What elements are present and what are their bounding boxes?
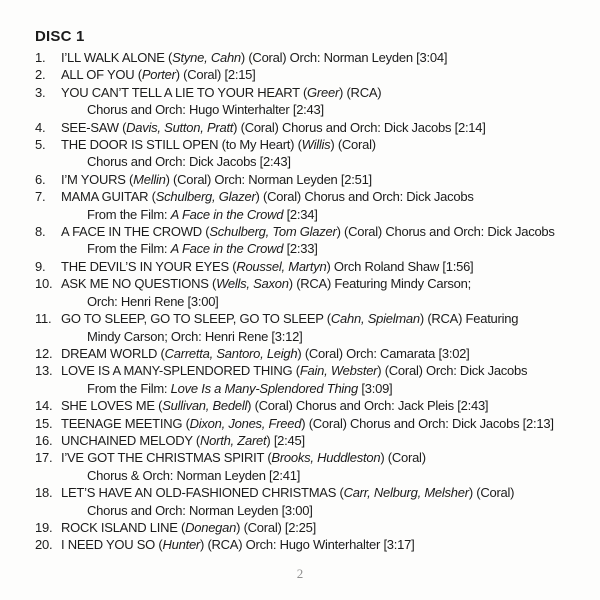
composer-credit: A Face in the Crowd [170, 241, 284, 257]
track-text: From the Film: [87, 380, 171, 396]
track-row [35, 415, 596, 432]
track-text: ) (Coral) [330, 137, 376, 153]
track-number: 5. [35, 137, 46, 153]
track-line [61, 240, 596, 257]
track-number: 3. [35, 84, 46, 100]
track-content [61, 223, 596, 258]
track-line [61, 502, 596, 519]
composer-credit: Roussel, Martyn [236, 258, 327, 274]
track-row [35, 345, 596, 362]
track-number: 2. [35, 67, 46, 83]
track-line [61, 380, 596, 397]
track-line [61, 275, 596, 292]
track-line [61, 223, 596, 240]
track-line [61, 519, 596, 536]
track-line [61, 258, 596, 275]
track-number: 1. [35, 50, 46, 65]
track-text: Chorus and Orch: Dick Jacobs [2:43] [87, 154, 291, 170]
track-line [61, 84, 596, 101]
track-content [61, 432, 596, 449]
track-content [61, 66, 596, 83]
track-text: ) (Coral) Orch: Norman Leyden [3:04] [240, 50, 448, 65]
track-text: ) (Coral) Orch: Camarata [3:02] [297, 345, 470, 361]
track-text: [2:33] [283, 241, 318, 257]
track-content [61, 519, 596, 536]
composer-credit: Styne, Cahn [172, 50, 241, 65]
track-text: ) (Coral) Chorus and Orch: Dick Jacobs [2:14] [233, 119, 486, 135]
track-text: ) (RCA) Featuring [419, 311, 519, 327]
track-text: ) (Coral) Orch: Dick Jacobs [377, 363, 528, 379]
track-text: A FACE IN THE CROWD ( [61, 224, 210, 240]
track-line [61, 362, 596, 379]
track-content [61, 188, 596, 223]
track-line [61, 66, 596, 83]
track-text: ) (Coral) Chorus and Orch: Jack Pleis [2:43] [247, 398, 489, 414]
track-row [35, 171, 596, 188]
track-number: 12. [35, 345, 53, 361]
track-content [61, 362, 596, 397]
track-row [35, 223, 596, 258]
track-content [61, 258, 596, 275]
track-text: Chorus and Orch: Norman Leyden [3:00] [87, 502, 313, 518]
track-text: MAMA GUITAR ( [61, 189, 156, 205]
track-content [61, 275, 596, 310]
track-row [35, 258, 596, 275]
track-text: ) (Coral) [380, 450, 426, 466]
track-text: [3:09] [358, 380, 393, 396]
track-text: I’M YOURS ( [61, 171, 134, 187]
track-line [61, 467, 596, 484]
track-text: Chorus & Orch: Norman Leyden [2:41] [87, 467, 301, 483]
track-line [61, 345, 596, 362]
track-text: DREAM WORLD ( [61, 345, 165, 361]
track-text: ) (Coral) Chorus and Orch: Dick Jacobs [255, 189, 474, 205]
track-text: I NEED YOU SO ( [61, 537, 163, 553]
track-row [35, 49, 596, 66]
track-text: ) (Coral) Chorus and Orch: Dick Jacobs [2:13] [301, 415, 554, 431]
track-row [35, 310, 596, 345]
track-text: ) (Coral) [2:15] [175, 67, 256, 83]
track-text: Orch: Henri Rene [3:00] [87, 293, 219, 309]
track-number: 7. [35, 189, 46, 205]
track-row [35, 136, 596, 171]
track-text: From the Film: [87, 206, 171, 222]
track-text: THE DOOR IS STILL OPEN (to My Heart) ( [61, 137, 302, 153]
track-number: 16. [35, 432, 53, 448]
track-line [61, 119, 596, 136]
track-content [61, 136, 596, 171]
composer-credit: Love Is a Many-Splendored Thing [170, 380, 359, 396]
track-line [61, 171, 596, 188]
track-line [61, 153, 596, 170]
track-number: 8. [35, 224, 46, 240]
track-text: I’LL WALK ALONE ( [61, 50, 173, 65]
track-text: UNCHAINED MELODY ( [61, 432, 201, 448]
track-text: ) (Coral) Orch: Norman Leyden [2:51] [165, 171, 372, 187]
track-text: SEE-SAW ( [61, 119, 127, 135]
composer-credit: Schulberg, Tom Glazer [209, 224, 337, 240]
track-content [61, 49, 596, 66]
track-text: Mindy Carson; Orch: Henri Rene [3:12] [87, 328, 303, 344]
track-row [35, 84, 596, 119]
track-number: 17. [35, 450, 53, 466]
track-line [61, 136, 596, 153]
content-area [35, 27, 596, 554]
track-number: 13. [35, 363, 53, 379]
track-content [61, 171, 596, 188]
composer-credit: Greer [307, 84, 340, 100]
track-line [61, 536, 596, 553]
track-number: 6. [35, 171, 46, 187]
track-number: 4. [35, 119, 46, 135]
track-text: LOVE IS A MANY-SPLENDORED THING ( [61, 363, 300, 379]
page-number: 2 [296, 566, 304, 581]
composer-credit: Carretta, Santoro, Leigh [164, 345, 298, 361]
track-text: I’VE GOT THE CHRISTMAS SPIRIT ( [61, 450, 272, 466]
track-content [61, 449, 596, 484]
track-text: ASK ME NO QUESTIONS ( [61, 276, 217, 292]
track-content [61, 536, 596, 553]
track-text: ) Orch Roland Shaw [1:56] [326, 258, 474, 274]
track-row [35, 362, 596, 397]
track-line [61, 101, 596, 118]
track-line [61, 484, 596, 501]
track-text: ) (Coral) [468, 485, 515, 501]
composer-credit: Willis [301, 137, 331, 153]
track-text: ) [2:45] [266, 432, 305, 448]
composer-credit: Dixon, Jones, Freed [189, 415, 302, 431]
track-list [35, 49, 596, 554]
composer-credit: Schulberg, Glazer [155, 189, 256, 205]
track-text: LET’S HAVE AN OLD-FASHIONED CHRISTMAS ( [61, 485, 344, 501]
track-row [35, 188, 596, 223]
composer-credit: A Face in the Crowd [170, 206, 284, 222]
composer-credit: Cahn, Spielman [330, 311, 420, 327]
track-line [61, 206, 596, 223]
track-text: ALL OF YOU ( [61, 67, 142, 83]
track-row [35, 66, 596, 83]
track-number: 9. [35, 258, 46, 274]
track-line [61, 449, 596, 466]
track-content [61, 310, 596, 345]
track-text: ) (RCA) [339, 84, 382, 100]
track-content [61, 345, 596, 362]
track-number: 20. [35, 537, 53, 553]
track-text: [2:34] [283, 206, 318, 222]
track-number: 18. [35, 485, 53, 501]
track-text: YOU CAN’T TELL A LIE TO YOUR HEART ( [61, 84, 308, 100]
track-row [35, 449, 596, 484]
track-line [61, 415, 596, 432]
track-text: ) (Coral) Chorus and Orch: Dick Jacobs [336, 224, 555, 240]
composer-credit: Wells, Saxon [216, 276, 289, 292]
track-row [35, 397, 596, 414]
track-content [61, 415, 596, 432]
track-row [35, 484, 596, 519]
track-text: ) (Coral) [2:25] [236, 519, 316, 535]
track-text: ROCK ISLAND LINE ( [61, 519, 186, 535]
track-row [35, 519, 596, 536]
disc-title: DISC 1 [35, 28, 85, 45]
composer-credit: Fain, Webster [299, 363, 378, 379]
track-number: 11. [35, 311, 52, 327]
track-number: 19. [35, 519, 53, 535]
track-text: GO TO SLEEP, GO TO SLEEP, GO TO SLEEP ( [61, 311, 331, 327]
track-text: ) (RCA) Featuring Mindy Carson; [288, 276, 471, 292]
track-number: 14. [35, 398, 53, 414]
track-line [61, 49, 596, 66]
track-line [61, 432, 596, 449]
track-line [61, 310, 596, 327]
composer-credit: North, Zaret [200, 432, 267, 448]
track-text: THE DEVIL’S IN YOUR EYES ( [61, 258, 237, 274]
composer-credit: Porter [141, 67, 176, 83]
track-row [35, 432, 596, 449]
track-line [61, 188, 596, 205]
composer-credit: Mellin [133, 171, 166, 187]
track-content [61, 484, 596, 519]
track-line [61, 293, 596, 310]
track-text: TEENAGE MEETING ( [61, 415, 190, 431]
track-line [61, 397, 596, 414]
composer-credit: Davis, Sutton, Pratt [126, 119, 234, 135]
composer-credit: Sullivan, Bedell [162, 398, 248, 414]
composer-credit: Hunter [162, 537, 201, 553]
composer-credit: Donegan [185, 519, 237, 535]
track-text: Chorus and Orch: Hugo Winterhalter [2:43] [87, 102, 324, 118]
track-row [35, 536, 596, 553]
composer-credit: Brooks, Huddleston [271, 450, 381, 466]
track-content [61, 84, 596, 119]
track-text: ) (RCA) Orch: Hugo Winterhalter [3:17] [200, 537, 415, 553]
track-text: SHE LOVES ME ( [61, 398, 163, 414]
track-number: 15. [35, 415, 53, 431]
composer-credit: Carr, Nelburg, Melsher [343, 485, 469, 501]
track-number: 10. [35, 276, 53, 292]
track-row [35, 275, 596, 310]
track-text: From the Film: [87, 241, 171, 257]
track-content [61, 397, 596, 414]
track-content [61, 119, 596, 136]
track-row [35, 119, 596, 136]
track-line [61, 328, 596, 345]
